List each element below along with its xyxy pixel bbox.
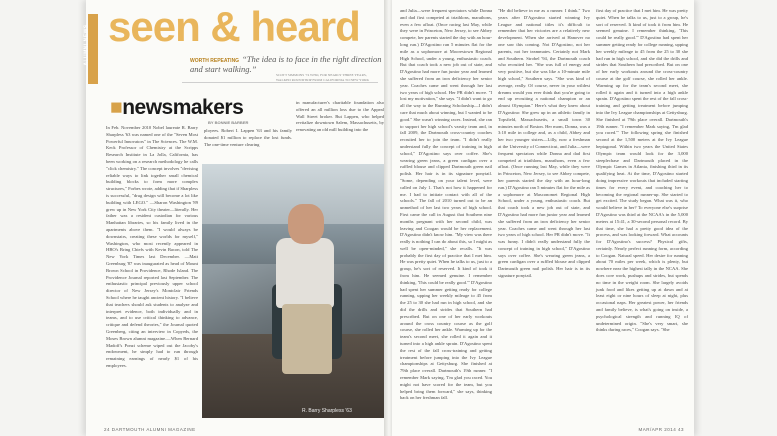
article-column-3: in manufacturer's charitable foundation also offered an all million loss due to the Appeal Wall Street broker. But Lappen, who helped revitalize downtown Salem, Massachusetts, by renovating an old mill building into the — [296, 100, 384, 133]
headline: seen & heard — [108, 3, 360, 50]
section-title: ■newsmakers — [110, 96, 244, 119]
article-column-2: ployees. Robert I. Lappen '63 and his family donated $1 million to replace the lost funds. The one-time venture clearing — [204, 128, 292, 147]
photo-credit: R. Barry Sharpless '63 — [302, 408, 352, 414]
portrait-photo — [202, 164, 386, 418]
divider — [182, 82, 378, 83]
pull-quote: WORTH REPEATING “The idea is to face in the right direction and start walking.” — [190, 54, 382, 75]
folio-left: 24 DARTMOUTH ALUMNI MAGAZINE — [104, 427, 196, 432]
section-tab: ALUMNI NEWS — [88, 14, 98, 84]
byline: BY BONNIE BARBER — [208, 120, 249, 125]
article-column-3: first day of practice that I met him. He was pretty quiet. When he talks to us, just to a group, he's sort of reserved. It kind of took it from him. He seemed genuine. I remember thinking, 'This could be really good.'" D'Agostino had spent her summer getting ready for college running, upping her weekly mileage to 45 from the 25 to 30 she had run in high school, and she did the drills and strides that Southern had prescribed. But on one of her early workouts around the cross-country course at the golf course, she rolled her ankle. Warming up for the team's second meet, she rolled it again and it turned into a high ankle sprain. D'Agostino spent the rest of the fall cross-training and getting treatment before jumping into the Ivy League championships at Gettysburg. She finished at 79th place overall. Dartmouth's 19th runner. "I remember Mark saying, 'I'm glad you raced.'" The following spring she finished second at the 1,500 meters at the Ivy League heptagonal. Within two years the United States Olympic team would look for the 3,000 steeplechase and Dartmouth placed in the Olympic Games in Atlanta, finishing third in its qualifying heat. At the time, D'Agostino started doing impressive workouts that included starting times for every event, and coaching her to becoming the regional runner-up. She started to get excited. The study began. What was it, who would believe in her? To everyone else's surprise D'Agostino was third at the NCAA's in the 5,000 meters at 15:41, a 30-second personal record. By that time, she had a pretty good idea of the process, and was looking forward. What accounts for D'Agostino's success? Physical gifts, certainly. Nearly perfect running form, according to Coogan. Natural speed. Her desire for running about 70 miles per week, which is plenty, but nowhere near the highest tally in the NCAA. She does core work, pushups and strides, but spends no time in the weight room. She largely avoids junk food and likes getting up at dawn and at least eight or nine hours of sleep at night, plus occasional naps. Her greatest power, her friends and family believe, is what's going on inside, a psychological strength and running IQ of undetermined origin. "She's very smart, she thinks during races," Coogan says. "She — [596, 8, 688, 333]
article-column-1: In Feb. November 2010 Nobel laureate R. Barry Sharpless '63 was named one of the "Seven Most Powerful Innovators" in The Sciences. The W.M. Keck Professor of Chemistry at the Scripps Research Institute in La Jolla, California, has been working on a research methodology he calls "click chemistry." The concept involves "devising reliable ways to link together small chemical building blocks to form more complex structures," Forbes wrote, adding that if Sharpless is successful, "drug design will become a lot like building with LEGO." —Sharon Washington '89 grew up in New York City theater—literally. Her father was a resident custodian for various Manhattan libraries, so his family lived in the apartments above them. "I would always be downstairs, creating these worlds for myself," Washington, who most recently appeared in HBO's Bring Chiefs with Kevin Bacon, told The New York Times last December. —Matt Greenburg '87 was inaugurated as head of Mount Brown School in Providence, Rhode Island. The Providence Journal reported last September. The enthusiastic principal previously upper school director of New Jersey's Montclair Friends School where he taught ancient history. "I believe that teachers should ask students to analyze and interpret evidence, both individually and in teams, and to use critical thinking to advance, critique and defend theories," the Journal quoted Greenberg, citing an interview in Copyeds, the Moses Brown alumni magazine.—When Bernard Madoff's Ponzi scheme wiped out the Jacoby's endowment, he simply had to run through remaining earnings of nearly $1 of his employees. — [106, 125, 198, 368]
right-page — [392, 0, 694, 436]
folio-right: MAR/APR 2014 43 — [638, 427, 684, 432]
article-column-2: "He did believe in me as a runner. I think." Two years after D'Agostino started winning Ivy League and national titles it's difficult to remember that her victories are a relatively new development. When she arrived at Hanover no one saw this coming. Not D'Agostino, not her parents, not her teammates. Certainly not Mark and Southern. Strobel '94, the Dartmouth coach who recruited her. "She was full of energy and very positive, but she was like a 10-minute mile high school," Southern says. "She was kind of average, really. Of course, never in your wildest dreams would you ever think that you're going to end up recruiting a national champion or an almost Olympian." Here's what they knew about D'Agostino: She grew up in an athletic family in Topsfield, Massachusetts, a small town 30 minutes north of Boston. Her mom, Donna, was a 3:10 mile in college and, as a child, Abbey and her two younger sisters—Lilly, now a freshman at the University of Connecticut, and Julia—were frequent spectators while Donna and dad first competed at triathlons, marathons, even a few afloat. (Once running last May, while they were in Princeton, New Jersey, to see Abbey compete, her parents started the day with an hour-long run.) D'Agostino ran 5 minutes flat for the mile as a sophomore at Masconomet Regional High School, under a young, enthusiastic coach. But that coach took a new job out of state, and D'Agostino had more fun junior year and learned she suffered from an iron deficiency her senior year. Coaches came and went through her last two years of high school. Her PR didn't move. "It was funny. I didn't really understand fully the concept of training in high school," D'Agostino says over coffee. She's wearing green jeans, a green cardigan over a ruffled blouse and clipped Dartmouth green nail polish. Her hair is in its signature ponytail. — [498, 8, 590, 279]
left-page — [83, 0, 386, 436]
article-column-1: and Julia—were frequent spectators while Donna and dad first competed at triathlons, marathons, even a few afloat. (Once racing last May, while they were in Princeton, New Jersey, to see Abbey compete, her parents started the day with an hour-long run.) D'Agostino ran 5 minutes flat for the mile as a sophomore at Moorestown Regional High School, under a young, enthusiastic coach. But that coach took a new job out of state, and D'Agostino had more fun junior year and learned she suffered from an iron deficiency her senior year. Coaches came and went through her last two years of high school. Her PR didn't move. "I lost my motivation," she says. "I didn't want to go all the way to the Running Scholarship—I didn't care that much about winning, but I wanted to be good." She wasn't winning races. Instead, she ran to support her high school's varsity team and, in fall 2009, the Dartmouth cross-country coaches recruited her to join the team. "I didn't really understand fully the concept of training in high school," D'Agostino says over coffee. She's wearing green jeans, a green cardigan over a ruffled blouse and clipped Dartmouth green nail polish. Her hair is in its signature ponytail. "Some, depending on your talent level, were called on July 1. That's not how it happened for me. I had to initiate contact with all of the schools." The fall of 2010 turned out to be an unmethod of her last two years of high school. First came the call in August that Southern nine months pregnant with her second child, was leaving and Coogan would be her replacement. D'Agostino didn't know him. "My view was there really is nothing I can do about this, so I might as well be open-minded," she recalls. "It was probably the first day of practice that I met him. He was pretty quiet. When he talks to us, just to a group, he's sort of reserved. It kind of took it from him. He seemed genuine. I remember thinking, 'This could be really good.'" D'Agostino had spent her summer getting ready for college running, upping her weekly mileage to 45 from the 25 to 30 she had run in high school, and she did the drills and strides that Southern had prescribed. But on one of her early workouts around the cross country course as the golf course, she rolled her ankle. Warming up for the team's second meet, she rolled it again and it turned into a high ankle sprain. D'Agostino spent the rest of the fall cross-training and getting treatment before jumping into the Ivy League championships at Gettysburg. She finished at 79th place overall. Dartmouth's 19th runner. "I remember Mark saying, 'I'm glad you raced. You might not have scored for the team, but you helped bring them forward," she says, thinking back on her freshman fall. — [400, 8, 492, 401]
quote-credit: SCOTT SIMMONS '74 WHO, FOR NEARLY THREE YEARS, WALKED ROUNDTRIP FROM CALIFORNIA TO NEW YORK — [276, 73, 370, 82]
